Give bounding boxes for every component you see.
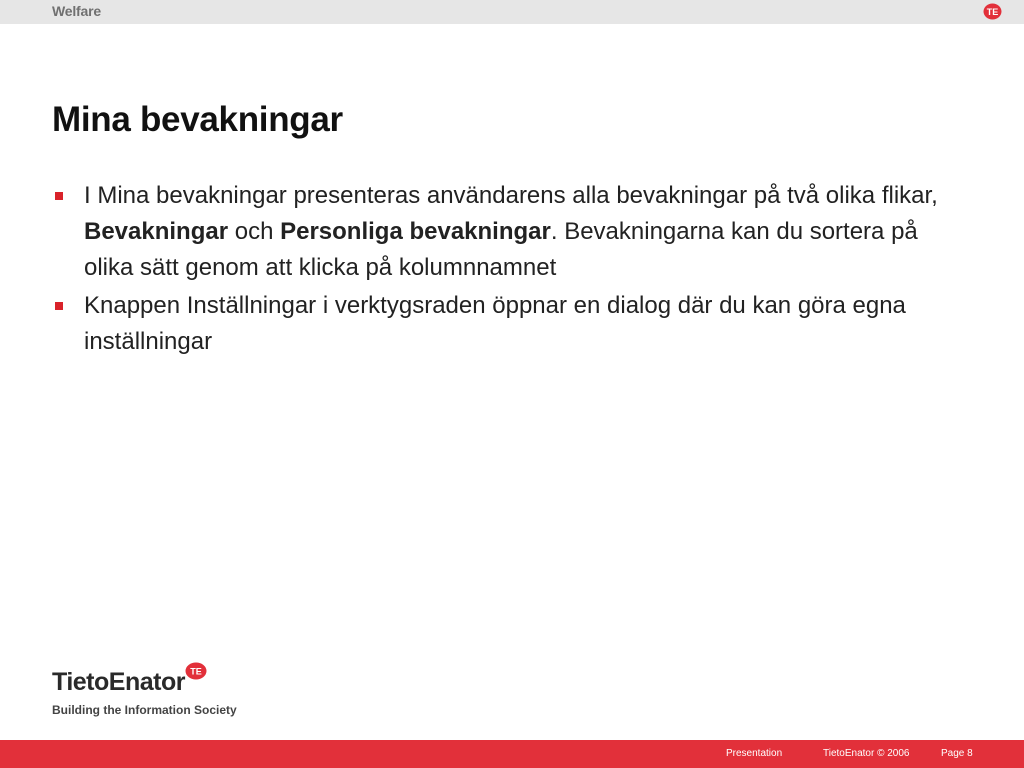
list-item	[52, 178, 972, 286]
svg-text:TE: TE	[190, 666, 202, 677]
te-logo-icon	[185, 662, 207, 680]
footer-copyright: TietoEnator © 2006	[823, 748, 910, 759]
logo-wordmark: TietoEnator	[52, 668, 185, 696]
svg-text:TE: TE	[986, 7, 999, 17]
bullet-bold-personliga: Personliga bevakningar	[280, 218, 551, 245]
bullet-text-part: och	[228, 218, 281, 245]
bullet-text: Knappen Inställningar i verktygsraden öppnar en dialog där du kan göra egna inställningar	[84, 292, 906, 355]
company-logo	[52, 662, 292, 722]
section-label: Welfare	[52, 3, 101, 19]
footer-bar	[0, 740, 1024, 768]
bullet-square-icon	[55, 302, 63, 310]
bullet-list	[52, 178, 972, 362]
bullet-text-part: . Bevakningarna kan du sortera på olika sätt genom att klicka på kolumnnamnet	[84, 218, 918, 281]
te-badge-icon	[983, 3, 1002, 20]
list-item	[52, 288, 972, 360]
footer-page-number: Page 8	[941, 748, 973, 759]
logo-tagline: Building the Information Society	[52, 703, 237, 717]
bullet-square-icon	[55, 192, 63, 200]
header-bar	[0, 0, 1024, 24]
slide-title: Mina bevakningar	[52, 100, 343, 139]
bullet-bold-bevakningar: Bevakningar	[84, 218, 229, 245]
footer-presentation: Presentation	[726, 748, 783, 759]
bullet-text-part: I Mina bevakningar presenteras användarens alla bevakningar på två olika flikar,	[84, 182, 938, 209]
